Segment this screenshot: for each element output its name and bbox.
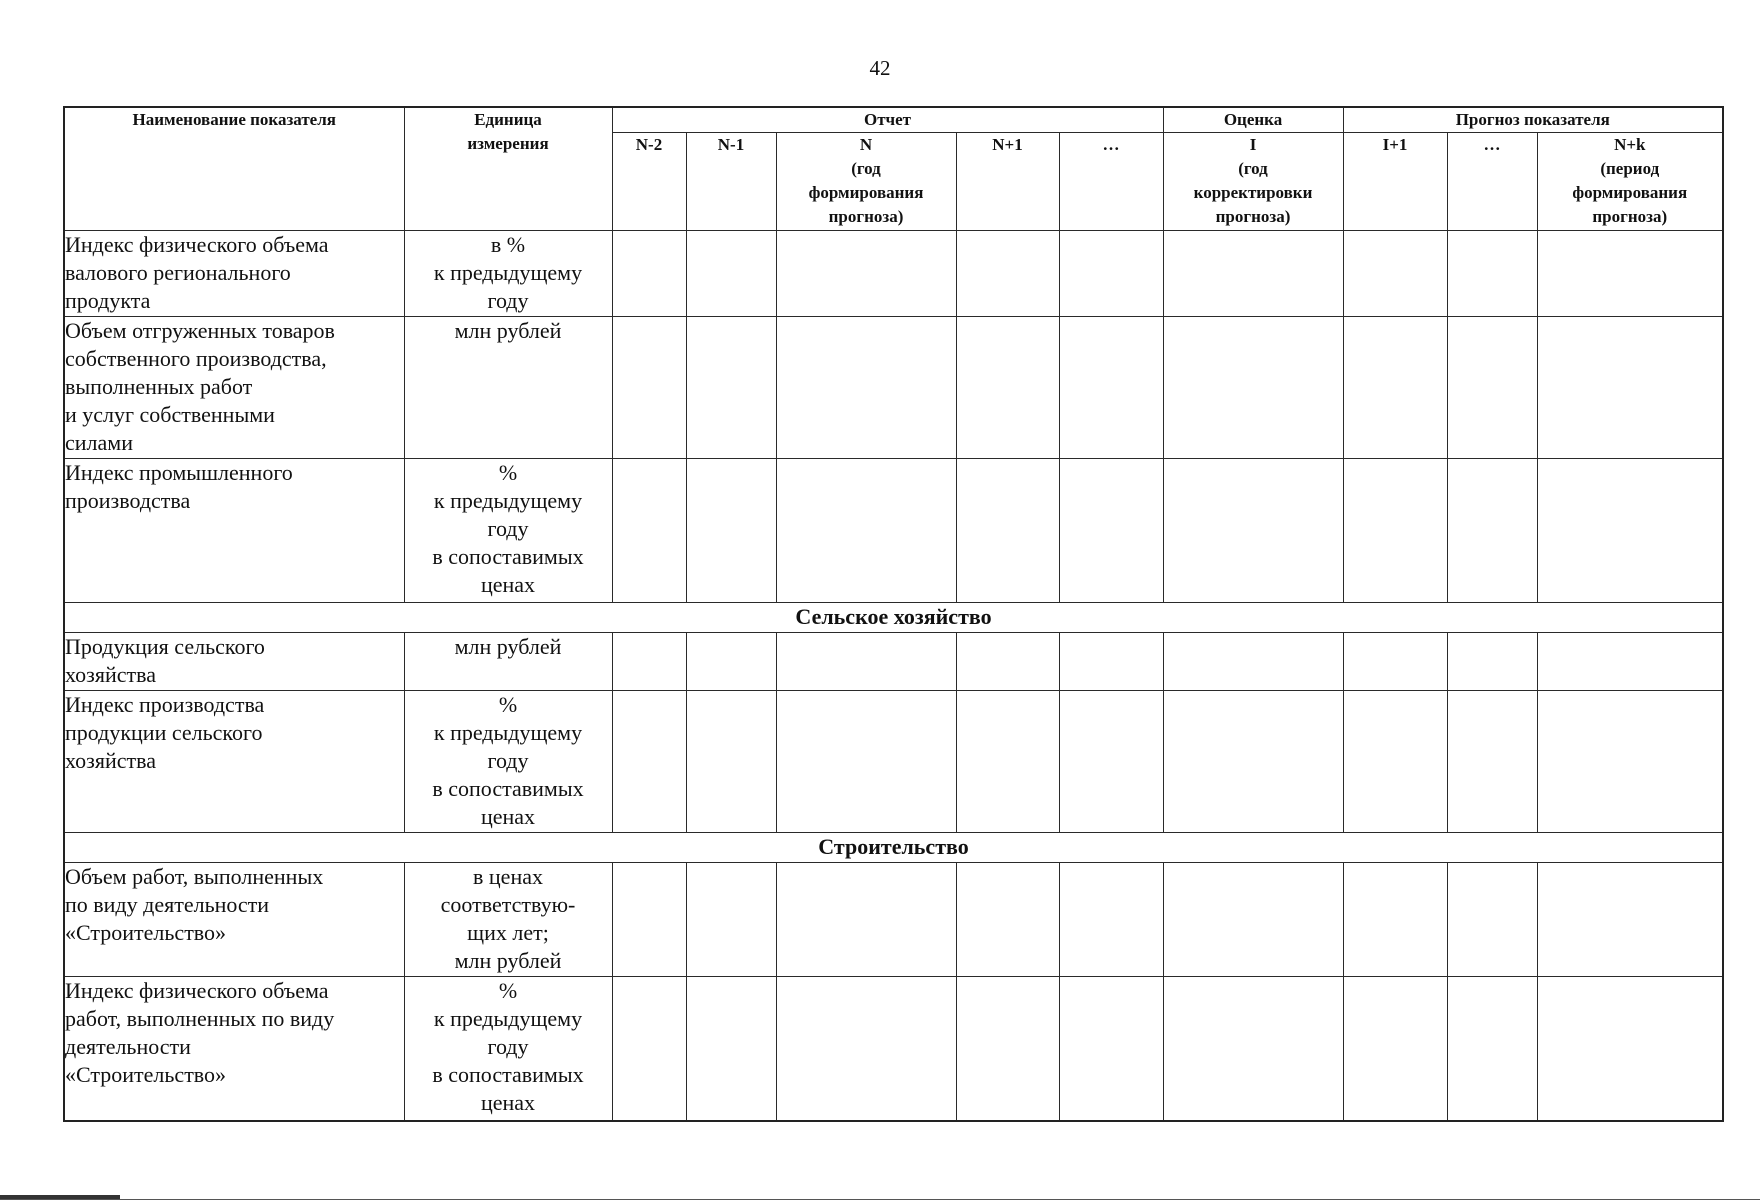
value-cell: [1163, 633, 1343, 691]
table-row: [64, 633, 1723, 691]
unit-of-measure: [404, 633, 612, 691]
indicator-name-line: силами: [65, 430, 133, 455]
value-cell: [1059, 691, 1163, 833]
value-cell: [1447, 863, 1537, 977]
indicator-name-line: собственного производства,: [65, 346, 327, 371]
value-cell: [1447, 977, 1537, 1121]
header-sub-cell: N-2: [612, 133, 686, 231]
indicator-name-line: Индекс промышленного: [65, 460, 293, 485]
value-cell: [1343, 977, 1447, 1121]
unit-line: к предыдущему: [433, 1006, 583, 1031]
indicator-name-line: Индекс физического объема: [65, 232, 329, 257]
unit-line: году: [487, 748, 529, 773]
value-cell: [956, 977, 1059, 1121]
section-row: [64, 833, 1723, 863]
value-cell: [686, 691, 776, 833]
value-cell: [1163, 317, 1343, 459]
value-cell: [1059, 863, 1163, 977]
indicator-name-line: деятельности: [65, 1034, 191, 1059]
indicator-name: [64, 633, 404, 691]
value-cell: [1343, 231, 1447, 317]
indicator-name-line: «Строительство»: [65, 1062, 227, 1087]
value-cell: [776, 633, 956, 691]
indicator-name: [64, 317, 404, 459]
header-sub-cell: I (год корректировки прогноза): [1163, 133, 1343, 231]
header-sub-cell: N-1: [686, 133, 776, 231]
unit-line: к предыдущему: [433, 260, 583, 285]
indicator-name-line: по виду деятельности: [65, 892, 270, 917]
header-sub-cell: I+1: [1343, 133, 1447, 231]
unit-line: ценах: [480, 804, 536, 829]
table-body-construction: [64, 863, 1723, 1121]
value-cell: [1163, 863, 1343, 977]
unit-of-measure: [404, 977, 612, 1121]
unit-line: соответствую-: [440, 892, 576, 917]
unit-line: щих лет;: [467, 920, 549, 945]
section-title: Сельское хозяйство: [64, 603, 1723, 633]
header-estimate: Оценка: [1163, 107, 1343, 133]
value-cell: [1447, 459, 1537, 603]
header-sub-cell: N+k (период формирования прогноза): [1537, 133, 1723, 231]
indicators-table: [63, 106, 1724, 1122]
unit-line: к предыдущему: [433, 488, 583, 513]
value-cell: [1059, 231, 1163, 317]
unit-of-measure: [404, 231, 612, 317]
value-cell: [686, 863, 776, 977]
indicator-name: [64, 231, 404, 317]
header-unit: Единица измерения: [404, 107, 612, 231]
value-cell: [956, 317, 1059, 459]
indicator-name-line: хозяйства: [65, 662, 156, 687]
value-cell: [1343, 691, 1447, 833]
unit-line: в сопоставимых: [432, 544, 584, 569]
value-cell: [776, 317, 956, 459]
unit-of-measure: [404, 317, 612, 459]
table-row: [64, 691, 1723, 833]
value-cell: [956, 863, 1059, 977]
value-cell: [1343, 459, 1447, 603]
indicator-name-line: Продукция сельского: [65, 634, 265, 659]
value-cell: [612, 977, 686, 1121]
table-body-industry: [64, 231, 1723, 603]
section-row: [64, 603, 1723, 633]
page-number: 42: [869, 56, 891, 80]
indicator-name-line: работ, выполненных по виду: [65, 1006, 335, 1031]
indicator-name-line: валового регионального: [65, 260, 291, 285]
header-name: Наименование показателя: [64, 107, 404, 231]
value-cell: [612, 863, 686, 977]
indicator-name: [64, 459, 404, 603]
unit-line: к предыдущему: [433, 720, 583, 745]
header-sub-cell: …: [1059, 133, 1163, 231]
indicator-name-line: Индекс производства: [65, 692, 265, 717]
unit-line: млн рублей: [454, 318, 562, 343]
indicator-name-line: «Строительство»: [65, 920, 227, 945]
unit-of-measure: [404, 691, 612, 833]
unit-line: %: [498, 460, 518, 485]
value-cell: [776, 231, 956, 317]
value-cell: [776, 863, 956, 977]
value-cell: [956, 231, 1059, 317]
value-cell: [612, 459, 686, 603]
unit-line: %: [498, 692, 518, 717]
value-cell: [1059, 977, 1163, 1121]
table-row: [64, 317, 1723, 459]
indicator-name-line: Индекс физического объема: [65, 978, 329, 1003]
value-cell: [612, 633, 686, 691]
value-cell: [1059, 459, 1163, 603]
table-row: [64, 977, 1723, 1121]
unit-of-measure: [404, 459, 612, 603]
value-cell: [1537, 317, 1723, 459]
indicator-name: [64, 863, 404, 977]
value-cell: [1059, 317, 1163, 459]
unit-line: ценах: [480, 572, 536, 597]
table-row: [64, 863, 1723, 977]
unit-line: году: [487, 288, 529, 313]
value-cell: [776, 459, 956, 603]
indicator-name: [64, 977, 404, 1121]
value-cell: [956, 459, 1059, 603]
value-cell: [1537, 691, 1723, 833]
header-report: Отчет: [612, 107, 1163, 133]
unit-of-measure: [404, 863, 612, 977]
unit-line: млн рублей: [454, 948, 562, 973]
value-cell: [612, 317, 686, 459]
unit-line: в сопоставимых: [432, 1062, 584, 1087]
indicator-name-line: продукта: [65, 288, 151, 313]
unit-line: году: [487, 1034, 529, 1059]
value-cell: [1163, 977, 1343, 1121]
indicator-name-line: хозяйства: [65, 748, 156, 773]
unit-line: ценах: [480, 1090, 536, 1115]
indicator-name-line: и услуг собственными: [65, 402, 275, 427]
value-cell: [1163, 231, 1343, 317]
unit-line: млн рублей: [454, 634, 562, 659]
header-forecast: Прогноз показателя: [1343, 107, 1723, 133]
unit-line: в %: [490, 232, 526, 257]
table-row: [64, 231, 1723, 317]
value-cell: [956, 691, 1059, 833]
value-cell: [612, 231, 686, 317]
value-cell: [1537, 863, 1723, 977]
table-body-agri: [64, 633, 1723, 833]
header-sub-cell: N+1: [956, 133, 1059, 231]
value-cell: [1447, 231, 1537, 317]
value-cell: [1447, 691, 1537, 833]
value-cell: [1537, 231, 1723, 317]
header-sub-cell: N (год формирования прогноза): [776, 133, 956, 231]
indicator-name-line: продукции сельского: [65, 720, 263, 745]
value-cell: [612, 691, 686, 833]
value-cell: [1447, 317, 1537, 459]
value-cell: [1447, 633, 1537, 691]
value-cell: [1343, 863, 1447, 977]
value-cell: [1059, 633, 1163, 691]
indicator-name: [64, 691, 404, 833]
indicator-name-line: Объем отгруженных товаров: [65, 318, 335, 343]
table-row: [64, 459, 1723, 603]
value-cell: [686, 977, 776, 1121]
value-cell: [686, 459, 776, 603]
value-cell: [956, 633, 1059, 691]
value-cell: [1163, 691, 1343, 833]
value-cell: [1343, 633, 1447, 691]
unit-line: в сопоставимых: [432, 776, 584, 801]
header-row-1: [64, 107, 1723, 133]
value-cell: [1537, 977, 1723, 1121]
value-cell: [1537, 633, 1723, 691]
value-cell: [1537, 459, 1723, 603]
value-cell: [686, 633, 776, 691]
section-title: Строительство: [64, 833, 1723, 863]
header-sub-cell: …: [1447, 133, 1537, 231]
value-cell: [776, 977, 956, 1121]
value-cell: [1163, 459, 1343, 603]
value-cell: [1343, 317, 1447, 459]
indicator-name-line: Объем работ, выполненных: [65, 864, 324, 889]
unit-line: году: [487, 516, 529, 541]
unit-line: в ценах: [473, 864, 543, 889]
indicator-name-line: выполненных работ: [65, 374, 253, 399]
indicator-name-line: производства: [65, 488, 191, 513]
unit-line: %: [498, 978, 518, 1003]
value-cell: [686, 231, 776, 317]
value-cell: [686, 317, 776, 459]
value-cell: [776, 691, 956, 833]
